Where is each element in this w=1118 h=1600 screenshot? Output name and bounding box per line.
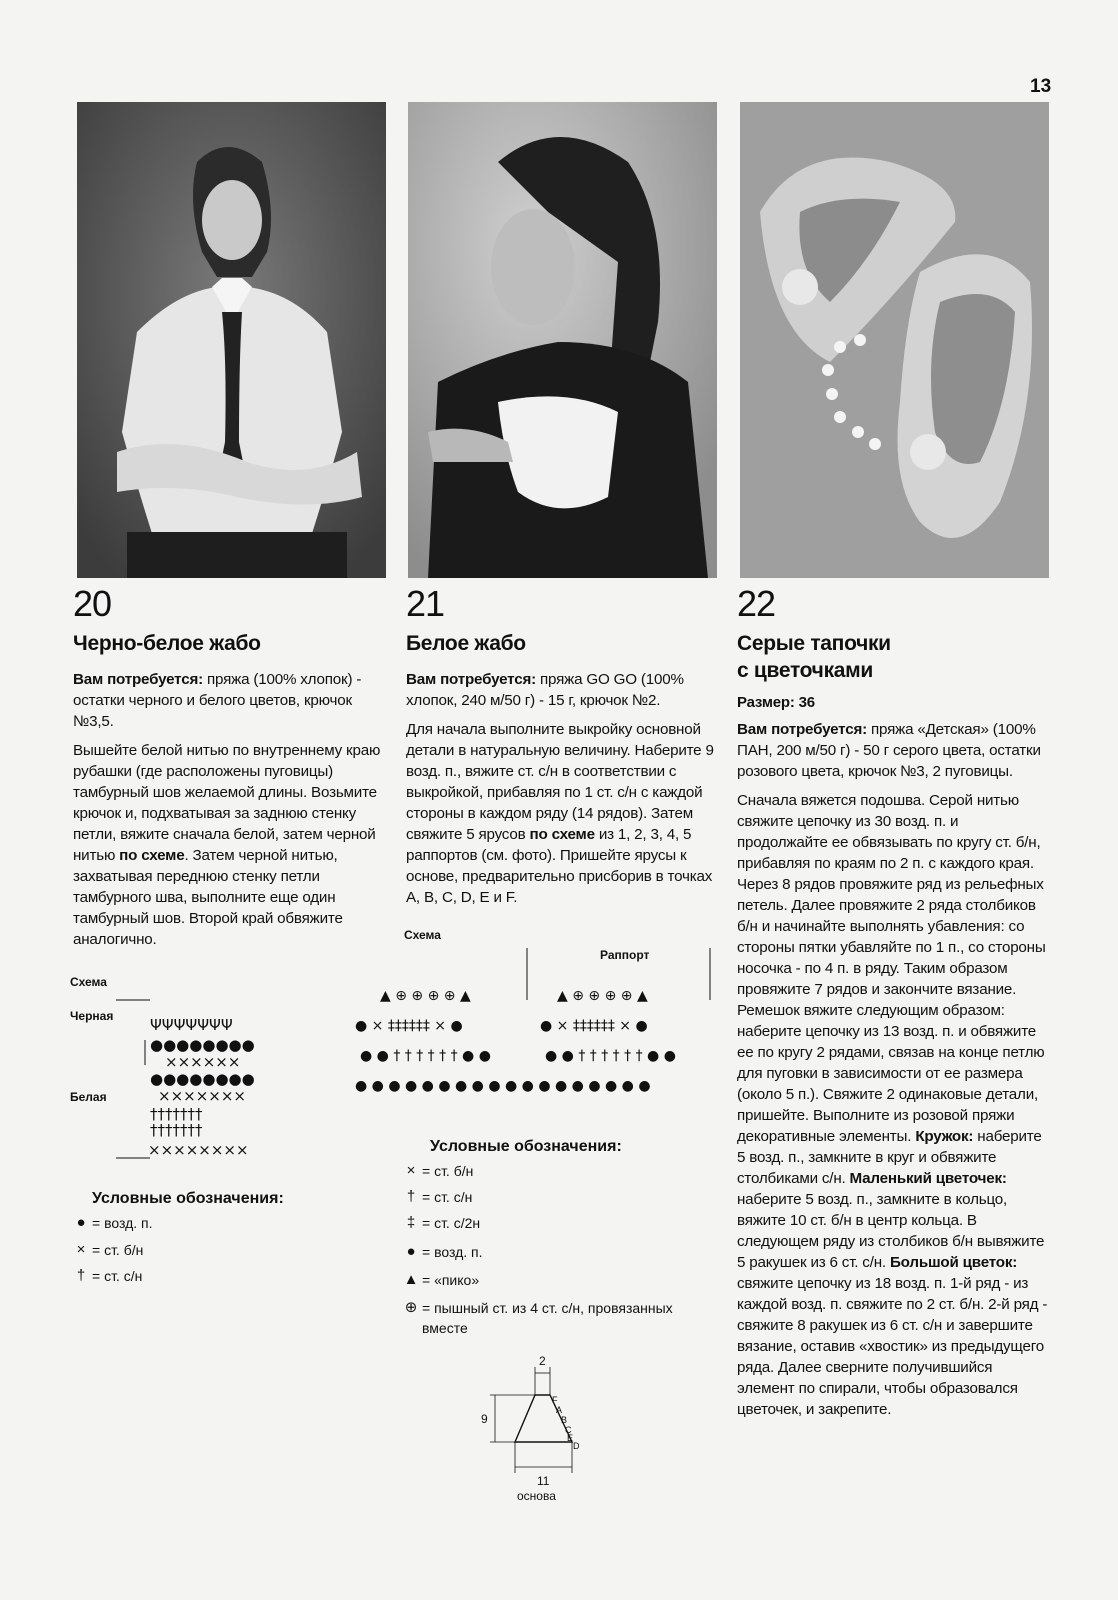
legend-text: = ст. б/н	[422, 1162, 474, 1179]
scheme-label: Схема	[404, 928, 441, 942]
legend-row	[400, 1214, 480, 1231]
legend-text: = возд. п.	[92, 1214, 153, 1231]
jabot-scheme-1	[110, 995, 290, 1165]
double-crochet-symbol: †	[76, 1267, 86, 1284]
single-crochet-symbol: ×	[406, 1162, 416, 1179]
instructions	[73, 740, 387, 950]
puff-stitch-symbol: ⊕	[404, 1299, 418, 1316]
instructions-bold: по схеме	[529, 826, 595, 843]
legend-row	[70, 1214, 153, 1231]
instructions-text-2: . Затем черной нитью, захватывая переднюю стенку петли тамбурного шва, выполните еще один тамбурный шов. Второй край обвяжите аналогично.	[73, 847, 343, 948]
legend-text: = ст. с/н	[422, 1188, 473, 1205]
legend-row	[400, 1162, 473, 1179]
requirements-label: Вам потребуется:	[737, 721, 867, 738]
legend-text: = ст. с/2н	[422, 1214, 481, 1231]
legend-row	[400, 1188, 472, 1205]
small-flower-text: наберите 5 возд. п., замкните в кольцо, вяжите 10 ст. б/н в центр кольца. В следующем ряду из столбиков б/н вывяжите 5 ракушек из 6 ст. с/н.	[737, 1191, 1045, 1271]
svg-text:†††††††: †††††††	[150, 1105, 203, 1123]
photo-black-jabot	[77, 102, 386, 578]
jabot-scheme-2	[345, 940, 725, 1110]
svg-text:▲ ⊕ ⊕ ⊕ ⊕ ▲: ▲ ⊕ ⊕ ⊕ ⊕ ▲	[557, 988, 648, 1004]
side-dimension: 9	[481, 1412, 488, 1426]
white-label: Белая	[70, 1090, 107, 1104]
black-label: Черная	[70, 1009, 114, 1023]
bottom-dimension: 11	[537, 1474, 550, 1488]
requirements	[406, 669, 718, 711]
legend-title: Условные обозначения:	[430, 1138, 622, 1155]
big-flower-text: свяжите цепочку из 18 возд. п. 1-й ряд - из каждой возд. п. свяжите по 2 ст. б/н. 2-й ряд - свяжите 8 ракушек из 6 ст. с/н и завершите вязание, оставив «хвостик» из предыдущего ряда. Далее сверните получившийся элемент по спирали, чтобы образовался цветочек, и закрепите.	[737, 1275, 1048, 1418]
legend-text: = возд. п.	[422, 1243, 483, 1260]
svg-text:×××××××: ×××××××	[158, 1087, 246, 1105]
legend-row	[70, 1267, 142, 1284]
requirements-text: пряжа GO GO (100% хлопок, 240 м/50 г) - 15 г, крючок №2.	[406, 671, 684, 709]
rapport-label: Раппорт	[600, 948, 650, 962]
single-crochet-symbol: ×	[76, 1241, 86, 1258]
instructions	[737, 790, 1049, 1420]
svg-text:● ● † † † † † † ● ●: ● ● † † † † † † ● ●	[545, 1048, 676, 1064]
scheme-label: Схема	[70, 975, 107, 989]
legend-row	[400, 1298, 710, 1338]
legend-text: = ст. б/н	[92, 1241, 144, 1258]
svg-text:××××××: ××××××	[165, 1053, 241, 1071]
photo-slippers	[740, 102, 1049, 578]
legend-title: Условные обозначения:	[92, 1190, 284, 1207]
circle-heading: Кружок:	[915, 1128, 974, 1145]
point-a: A	[556, 1405, 563, 1415]
base-label: основа	[517, 1489, 556, 1503]
requirements-text: пряжа (100% хлопок) - остатки черного и белого цветов, крючок №3,5.	[73, 671, 362, 730]
top-dimension: 2	[539, 1355, 546, 1368]
svg-text:××××××××: ××××××××	[148, 1141, 249, 1159]
base-pattern-diagram	[475, 1355, 595, 1515]
svg-text:▲ ⊕ ⊕ ⊕ ⊕ ▲: ▲ ⊕ ⊕ ⊕ ⊕ ▲	[380, 988, 471, 1004]
treble-crochet-symbol: ‡	[406, 1214, 416, 1231]
svg-text:● ● † † † † † † ● ●: ● ● † † † † † † ● ●	[360, 1048, 491, 1064]
svg-text:●●●●●●●●: ●●●●●●●●	[150, 1036, 255, 1054]
chain-stitch-symbol: ●	[406, 1243, 416, 1260]
small-flower-heading: Маленький цветочек:	[849, 1170, 1007, 1187]
svg-text:● ● ● ● ● ● ● ● ● ●: ● ● ● ● ● ● ● ● ● ● ● ● ● ● ● ● ● ●	[355, 1078, 651, 1094]
item-number: 22	[737, 583, 776, 624]
picot-symbol: ▲	[403, 1271, 419, 1288]
item-21-column	[406, 584, 718, 908]
instructions-text: Вышейте белой нитью по внутреннему краю рубашки (где расположены пуговицы) тамбурный шов желаемой длины. Возьмите крючок и, подхватывая за заднюю стенку петли, вяжите сначала белой, затем черной нитью	[73, 742, 381, 864]
item-title: Белое жабо	[406, 632, 526, 655]
instructions-text: Для начала выполните выкройку основной детали в натуральную величину. Наберите 9 возд. п., вяжите ст. с/н в соответствии с выкройкой, прибавляя по 1 ст. с/н с каждой стороны в каждом ряду (14 рядов). Затем свяжите 5 ярусов	[406, 721, 714, 843]
legend-row	[400, 1271, 479, 1288]
big-flower-heading: Большой цветок:	[889, 1254, 1018, 1271]
point-c: C	[565, 1425, 572, 1435]
page-number: 13	[1030, 76, 1052, 97]
instructions-text-2: из 1, 2, 3, 4, 5 раппортов (см. фото). Пришейте ярусы к основе, предварительно присборив в точках A, B, C, D, E и F.	[406, 826, 713, 906]
legend-text: = ст. с/н	[92, 1267, 143, 1284]
point-b: B	[561, 1415, 568, 1425]
item-number: 20	[73, 583, 112, 624]
requirements-label: Вам потребуется:	[406, 671, 536, 688]
photo-white-jabot	[408, 102, 717, 578]
point-d: D	[573, 1441, 580, 1451]
point-e: E	[567, 1433, 574, 1443]
svg-text:● × ‡‡‡‡‡‡ × ●: ● × ‡‡‡‡‡‡ × ●	[355, 1018, 463, 1034]
legend-row	[70, 1241, 143, 1258]
instructions-text: Сначала вяжется подошва. Серой нитью свяжите цепочку из 30 возд. п. и продолжайте ее обвязывать по кругу ст. б/н, прибавляя по краям по 2 п. с каждого края. Через 8 рядов провяжите ряд из рельефных петель. Далее провяжите 2 ряда столбиков б/н и начинайте выполнять убавления: со стороны пятки убавляйте по 1 п., со стороны носочка - по 4 п. в ряду. Таким образом провяжите 7 рядов и закончите вязание. Ремешок вяжите следующим образом: наберите цепочку из 13 возд. п. и обвяжите ее по кругу 2 рядами, связав на конце петлю для пуговки в зависимости от ее размера (около 5 п.). Свяжите 2 одинаковые детали, пришейте. Выполните из розовой пряжи декоративные элементы.	[737, 792, 1046, 1145]
chain-stitch-symbol: ●	[76, 1214, 86, 1231]
instructions	[406, 719, 718, 908]
point-f: F	[552, 1395, 558, 1405]
item-title: Черно-белое жабо	[73, 632, 261, 655]
title-line-1: Серые тапочки	[737, 632, 891, 655]
requirements-text: пряжа «Детская» (100% ПАН, 200 м/50 г) - 50 г серого цвета, остатки розового цвета, крючок №3, 2 пуговицы.	[737, 721, 1041, 780]
svg-text:●●●●●●●●: ●●●●●●●●	[150, 1070, 255, 1088]
svg-text:ΨΨΨΨΨΨΨ: ΨΨΨΨΨΨΨ	[150, 1016, 233, 1034]
instructions-bold: по схеме	[119, 847, 185, 864]
item-title	[737, 630, 1049, 684]
woman-white-blouse-image	[77, 102, 386, 578]
item-22-column	[737, 584, 1049, 1420]
circle-text: наберите 5 возд. п., замкните в круг и обвяжите столбиками с/н.	[737, 1128, 1042, 1187]
item-20-column	[73, 584, 387, 950]
double-crochet-symbol: †	[406, 1188, 416, 1205]
size: Размер: 36	[737, 694, 815, 711]
slippers-image	[740, 102, 1049, 578]
legend-text: = «пико»	[422, 1271, 480, 1288]
requirements	[737, 719, 1049, 782]
requirements	[73, 669, 387, 732]
svg-text:†††††††: †††††††	[150, 1121, 203, 1139]
requirements-label: Вам потребуется:	[73, 671, 203, 688]
title-line-2: с цветочками	[737, 659, 873, 682]
legend-row	[400, 1243, 483, 1260]
woman-black-blouse-image	[408, 102, 717, 578]
svg-text:● × ‡‡‡‡‡‡ × ●: ● × ‡‡‡‡‡‡ × ●	[540, 1018, 648, 1034]
item-number: 21	[406, 583, 445, 624]
legend-text: = пышный ст. из 4 ст. с/н, провязанных вместе	[422, 1300, 673, 1336]
